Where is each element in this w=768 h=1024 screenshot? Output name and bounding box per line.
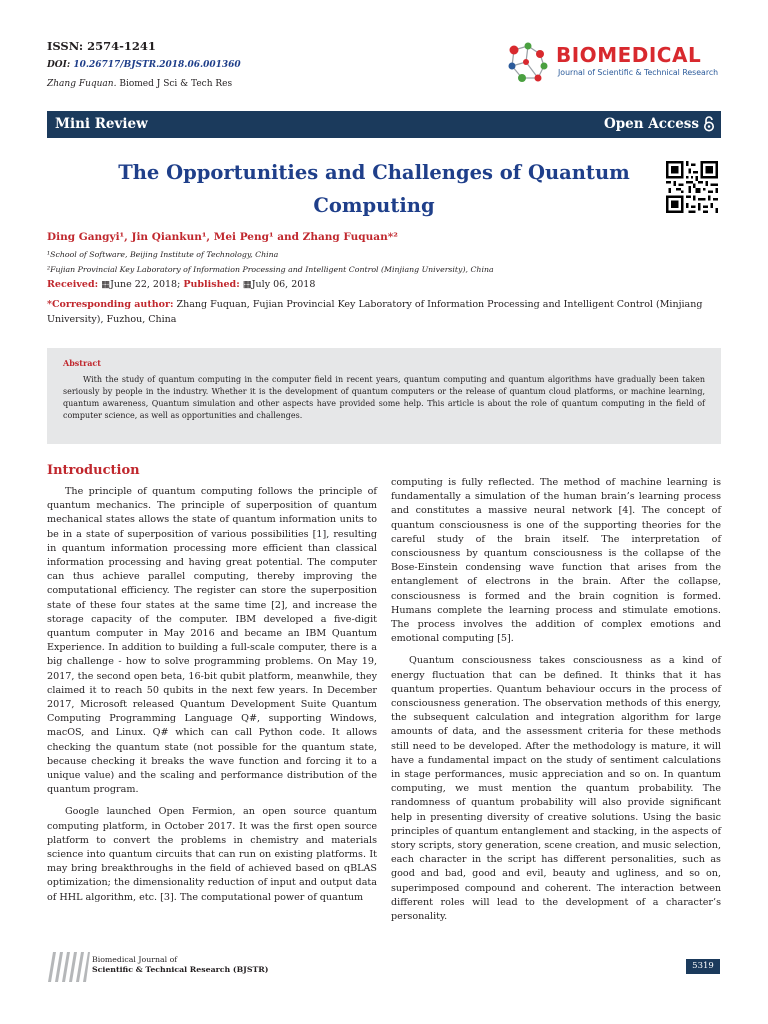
footer-journal-line2: Scientific & Technical Research (BJSTR) [92,965,269,974]
corresponding-label: *Corresponding author: [47,299,174,310]
right-column [391,476,721,932]
footer-stripes-icon [44,952,90,982]
abstract-box [47,348,721,444]
citation [47,79,232,89]
citation-journal: Biomed J Sci & Tech Res [119,79,233,89]
corresponding-text: Zhang Fuquan, Fujian Provincial Key Laboratory of Information Processing and Intelligent Control (Minjiang University), Fuzhou, China [47,299,703,325]
footer-journal-line1: Biomedical Journal of [92,955,178,964]
calendar-icon: ▦ [242,279,252,290]
published-label: Published: [183,279,240,290]
calendar-icon: ▦ [101,279,111,290]
left-column [47,485,377,913]
paragraph: Google launched Open Fermion, an open source quantum computing platform, in October 2017. It was the first open source platform to convert the problems in chemistry and materials science into quantum circuits that can run on existing platforms. It may bring breakthroughs in the field of achieved based on qBLAS optimization; the dimensionality reduction of input and output data of HHL algorithm, etc. [3]. The computational power of quantum [47,806,377,903]
citation-author: Zhang Fuquan. [47,79,117,89]
article-type: Mini Review [55,116,148,132]
abstract-text: With the study of quantum computing in the computer field in recent years, quantum computing and quantum algorithms have gradually been taken seriously by people in the industry. Whether it is the development of quantum computers or the release of quantum cloud platforms, or machine learning, quantum awareness, Quantum simulation and other aspects have provided some help. This article is about the role of quantum computing in the field of computer science, as well as opportunities and challenges. [63,375,705,420]
received-label: Received: [47,279,99,290]
corresponding-author [47,297,717,327]
paragraph: The principle of quantum computing follows the principle of quantum mechanics. The principle of superposition of quantum mechanical states allows the state of quantum information units to be in a state of superposition of various possibilities [1], resulting in quantum information processing more efficient than classical information processing and having great potential. The computer can thus achieve parallel computing, thereby improving the computational efficiency. The register can store the superposition state of these four states at the same time [2], and increase the storage capacity of the computer. IBM developed a five-digit quantum computer in May 2016 and became an IBM Quantum Experience. In addition to building a full-scale computer, there is a big challenge - how to solve programming problems. On May 19, 2017, the second open beta, 16-bit qubit platform, meanwhile, they claimed it to reach 50 qubits in the next few years. In December 2017, Microsoft released Quantum Development Suite Quantum Computing Programming Language Q#, supporting Windows, macOS, and Linux. Q# which can call Python code. It allows checking the quantum state (not possible for the quantum state, because checking it breaks the wave function and forcing it to a unique value) and the scaling and performance distribution of the quantum program. [47,486,377,796]
open-access [604,115,715,132]
qr-code-icon[interactable] [666,161,718,213]
article-dates [47,279,315,290]
open-access-label: Open Access [603,115,699,132]
doi [47,60,241,70]
abstract-heading: Abstract [63,358,101,368]
affiliation-2: ²Fujian Provincial Key Laboratory of Information Processing and Intelligent Control (Minjiang University), China [47,265,494,274]
introduction-heading: Introduction [47,463,140,478]
footer-journal [92,955,268,975]
journal-logo [504,38,724,88]
issn: ISSN: 2574-1241 [47,39,156,53]
logo-wordmark: BIOMEDICAL [556,43,702,67]
paragraph: Quantum consciousness takes consciousness as a kind of energy fluctuation that can be defined. It thinks that it has quantum properties. Quantum behaviour occurs in the process of consciousness generation. The observation methods of this energy, the subsequent calculation and integration algorithm for large amounts of data, and the assessment criteria for these methods still need to be developed. After the methodology is mature, it will have a fundamental impact on the study of sentiment calculations in stage performances, music appreciation and so on. In quantum computing, we must mention the quantum probability. The randomness of quantum probability will also provide significant help in presenting diversity of creative solutions. Using the basic principles of quantum entanglement and stacking, in the aspects of story scripts, story generation, scene creation, and music selection, each character in the script has different personalities, such as good and bad, good and evil, beauty and ugliness, and so on, superimposed compound and coherent. The interaction between different roles will lead to the development of a character’s personality. [391,655,721,923]
article-title: The Opportunities and Challenges of Quantum Computing [118,161,630,217]
paragraph: computing is fully reflected. The method of machine learning is fundamentally a simulation of the human brain’s learning process and constitutes a massive neural network [4]. The concept of quantum consciousness is one of the supporting theories for the careful study of the brain itself. The interpretation of consciousness by quantum consciousness is the collapse of the Bose-Einstein condensing wave function that arises from the entanglement of electrons in the brain. After the collapse, consciousness is formed and the brain cognition is formed. Humans complete the learning process and stimulate emotions. The process involves the addition of complex emotions and emotional computing [5]. [391,477,721,645]
author-list: Ding Gangyi¹, Jin Qiankun¹, Mei Peng¹ and Zhang Fuquan*² [47,231,398,243]
page-number: 5319 [686,959,720,974]
open-access-lock-icon [703,115,715,132]
published-date: July 06, 2018 [251,279,316,290]
logo-subtitle: Journal of Scientific & Technical Research [558,68,719,77]
affiliation-1: ¹School of Software, Beijing Institute of Technology, China [47,250,279,259]
received-date: June 22, 2018; [110,279,181,290]
doi-label: DOI: [47,60,71,70]
molecule-logo-icon [504,38,554,88]
doi-link[interactable]: 10.26717/BJSTR.2018.06.001360 [73,60,241,70]
article-type-bar [47,111,721,138]
